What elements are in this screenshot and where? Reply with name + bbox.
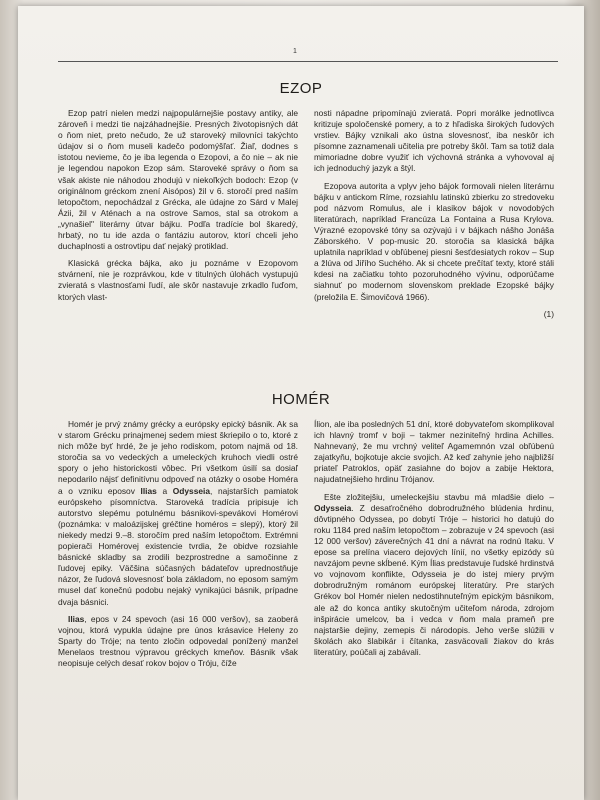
homer-column-right <box>314 419 554 664</box>
document-page <box>18 6 584 800</box>
section-title-homer: HOMÉR <box>271 391 331 408</box>
homer-paragraph: Ilias, epos v 24 spevoch (asi 16 000 veršov), sa zaoberá vojnou, ktorá vypukla údajne pre únos krásavice Heleny zo Sparty do Tróje; na tento zločin odpovedal ponížený manžel Menelaos trestnou výpravou gréckych kmeňov. Básnik však neopisuje celých desať rokov bojov o Tróju, číže <box>58 613 298 668</box>
homer-paragraph: Homér je prvý známy grécky a európsky epický básnik. Ak sa v starom Grécku prinajmenej sedem miest škriepilo o to, ktoré z nich môže byť hrdé, že je jeho rodiskom, potom najmä od 18. storočia sa vo vedeckých a umeleckých kruhoch viedli ostré spory o jeho historickosti vôbec. Pri všetkom úsilí sa dosiaľ nepodarilo nájsť definitívnu odpoveď na otázky o osobe Homéra a o vzniku eposov Ilias a Odysseia, najstarších pamiatok európskeho písomníctva. Staroveká tradícia pripisuje ich autorstvo slepému potulnému básnikovi-spevákovi Homérovi (poznámka: v maloázijskej gréčtine homéros = slepý), ktorý žil niekedy medzi 9.–8. storočím pred naším letopočtom. Extrémni popierači Homérovej existencie tvrdia, že obidve rozsiahle básnické skladby sa zrodili bezprostredne a samočinne z ľudovej epiky. Väčšina súčasných bádateľov uprednostňuje názor, že ľudová slovesnosť bola základom, no eposom samým musel dať konečnú podobu nejaký vynikajúci básnik, prípadne dvaja básnici. <box>58 419 299 607</box>
ilias-title: Ilias <box>140 485 157 496</box>
ezop-column-left <box>58 108 298 309</box>
odysseia-title: Odysseia <box>172 485 210 496</box>
ilias-title: Ilias <box>68 613 85 624</box>
top-rule <box>58 61 558 62</box>
homer-column-left <box>58 419 298 675</box>
footnote-mark: (1) <box>543 308 554 319</box>
section-title-ezop: EZOP <box>279 80 323 97</box>
ezop-paragraph: Ezopova autorita a vplyv jeho bájok formovali nielen literárnu bájku v antickom Ríme, rozsiahlu latinskú zbierku zo stredoveku pod názvom Romulus, ale i klasikov bájok v novodobých literatúrach, napríklad Francúza La Fontaina a Rusa Krylova. Výrazné ezopovské tóny sa ozývajú i v bájkach nášho Jonáša Záborského. V pop-music 20. storočia sa klasická bájka uplatnila napríklad v obľúbenej piesni šesťdesiatych rokov – Sup a žlúva od Jiřího Suchého. Ak si chcete prečítať texty, ktoré stáli kdesi na začiatku tohto pozoruhodného vývinu, odporúčame siahnuť po modernom slovenskom preklade Ezopské bájky (preložila E. Šimovičová 1966). <box>314 180 554 302</box>
ezop-paragraph: Ezop patrí nielen medzi najpopulárnejšie postavy antiky, ale zároveň i medzi tie najzáhadnejšie. Presných životopisných dát o ňom niet, preto nečudo, že už staroveký milovníci takýchto údajov si o ňom museli kadečo podomýšľať. Žiaľ, dodnes s istotou nevieme, čo je iba legenda o Ezopovi, a čo nie – ak nie je legendou napokon Ezop sám. Staroveké správy o ňom sa však akiste nie náhodou zhodujú v niekoľkých bodoch: Ezop (v originálnom gréckom znení Aisópos) žil v 6. storočí pred naším letopočtom, nepochádzal z Grécka, ale údajne zo Sárd v Malej Ázii, žil v Aténach a na ostrove Samos, stal sa otrokom a „vynašiel" literárny útvar bájku. Podľa tradície bol škaredý, hrbatý, no tu ide azda o fantáziu autorov, ktorí chceli jeho duchaplnosti a ostrovtipu dať nejaký protiklad. <box>58 108 298 252</box>
ezop-paragraph: Klasická grécka bájka, ako ju poznáme v Ezopovom stvárnení, nie je rozprávkou, kde v titulných úlohách vystupujú zvieratá s vlastnosťami ľudí, ale skôr nastavuje zrkadlo ľuďom, ktorých vlast- <box>58 258 298 302</box>
homer-paragraph: Ílion, ale iba posledných 51 dní, ktoré dobyvateľom skomplikoval ich hlavný tromf v boji – takmer neziniteľný hrdina Achilles. Nahnevaný, že mu vrchný veliteľ Agamemnón vzal obľúbenú zajatkyňu, bojkotuje akcie svojich. Až keď zahynie jeho najbližší priateľ Patroklos, opäť zasiahne do bojov a zabije Hektora, najudatnejšieho hrdinu Trójanov. <box>314 419 554 485</box>
page-number: 1 <box>293 48 297 55</box>
odysseia-title: Odysseia <box>314 502 352 513</box>
homer-paragraph: Ešte zložitejšiu, umeleckejšiu stavbu má mladšie dielo – Odysseia. Z desaťročného dobrodružného blúdenia hrdinu, dôvtipného Odyssea, po dobytí Tróje – historici ho datujú do roku 1184 pred naším letopočtom – zobrazuje v 24 spevoch (asi 12 000 veršov) záverečných 41 dní a návrat na rodnú Itaku. V epose sa prelína viacero dejových línií, no všetky epizódy sú navzájom pevne skĺbené. Kým Ílias predstavuje ľudské hrdinstvá vo vojnovom konflikte, Odysseia je do istej miery prvým dobrodružným románom európskej literatúry. Pre starých Grékov bol Homér nielen nedostihnuteľným epickým básnikom, ale až do konca antiky skutočným učiteľom národa, zdrojom inšpirácie umelcov, ba i vedca v ňom mala prameň pre najstaršie dejiny, zemepis či národopis. Jeho verše slúžili v školách ako šlabikár i čítanka, zasväcovali žiakov do krás literatúry, poúčali aj zabávali. <box>314 491 554 657</box>
ezop-column-right <box>314 108 554 320</box>
ezop-paragraph: nosti nápadne pripomínajú zvieratá. Popri morálke jednotlivca kritizuje spoločenské pomery, a to z hľadiska širokých ľudových vrstiev. Bájky vznikali ako ústna slovesnosť, iba neskôr ich písomne zaznamenali učitelia pre potreby škôl. Tam sa totiž dala mimoriadne dobre využiť ich výchovná stránka a vyhovoval aj ich jednoduchý jazyk a štýl. <box>314 108 554 174</box>
